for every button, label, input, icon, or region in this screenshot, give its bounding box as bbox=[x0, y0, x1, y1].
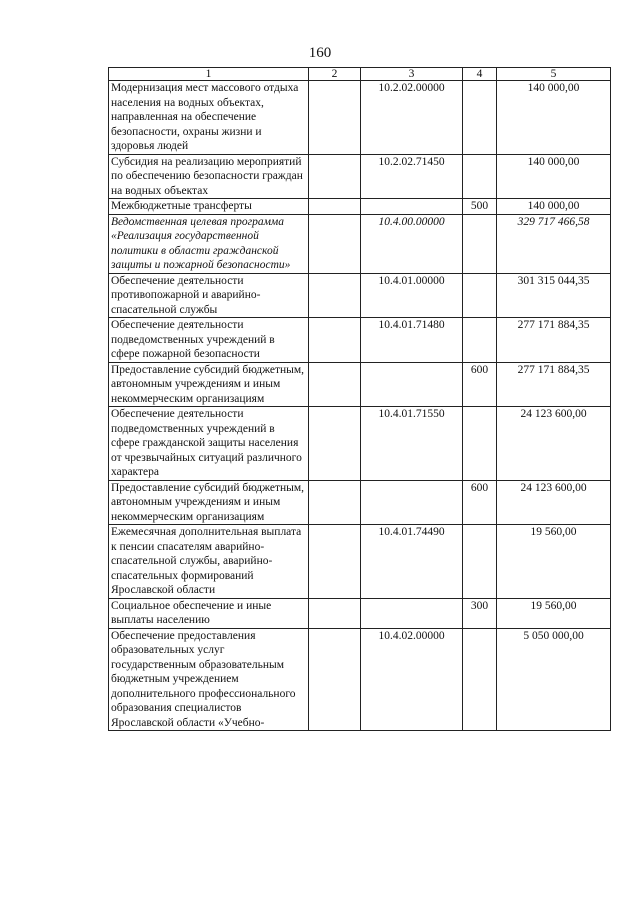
budget-table bbox=[108, 67, 611, 731]
type-cell bbox=[463, 81, 497, 155]
type-cell bbox=[463, 628, 497, 731]
table-row bbox=[109, 214, 611, 273]
blank-cell bbox=[309, 199, 361, 215]
page-number: 160 bbox=[308, 45, 332, 61]
blank-cell bbox=[309, 318, 361, 363]
blank-cell bbox=[309, 628, 361, 731]
code-cell: 10.4.01.74490 bbox=[361, 525, 463, 599]
name-cell: Обеспечение деятельности противопожарной и аварийно-спасательной службы bbox=[109, 273, 309, 318]
column-header: 1 bbox=[109, 68, 309, 81]
type-cell bbox=[463, 525, 497, 599]
name-cell: Предоставление субсидий бюджетным, автономным учреждениям и иным некоммерческим организациям bbox=[109, 362, 309, 407]
name-cell: Модернизация мест массового отдыха населения на водных объектах, направленная на обеспечение безопасности, охраны жизни и здоровья людей bbox=[109, 81, 309, 155]
amount-cell: 277 171 884,35 bbox=[497, 318, 611, 363]
amount-cell: 140 000,00 bbox=[497, 81, 611, 155]
amount-cell: 19 560,00 bbox=[497, 598, 611, 628]
blank-cell bbox=[309, 598, 361, 628]
blank-cell bbox=[309, 362, 361, 407]
type-cell bbox=[463, 154, 497, 199]
type-cell: 600 bbox=[463, 362, 497, 407]
code-cell: 10.4.01.71480 bbox=[361, 318, 463, 363]
amount-cell: 24 123 600,00 bbox=[497, 480, 611, 525]
code-cell: 10.4.01.71550 bbox=[361, 407, 463, 481]
amount-cell: 329 717 466,58 bbox=[497, 214, 611, 273]
name-cell: Ежемесячная дополнительная выплата к пенсии спасателям аварийно-спасательной службы, аварийно-спасательных формирований Ярославской области bbox=[109, 525, 309, 599]
table-row bbox=[109, 154, 611, 199]
table-row bbox=[109, 273, 611, 318]
code-cell: 10.2.02.00000 bbox=[361, 81, 463, 155]
table-header-row bbox=[109, 68, 611, 81]
blank-cell bbox=[309, 273, 361, 318]
code-cell: 10.4.02.00000 bbox=[361, 628, 463, 731]
blank-cell bbox=[309, 407, 361, 481]
name-cell: Межбюджетные трансферты bbox=[109, 199, 309, 215]
name-cell: Предоставление субсидий бюджетным, автономным учреждениям и иным некоммерческим организациям bbox=[109, 480, 309, 525]
code-cell: 10.2.02.71450 bbox=[361, 154, 463, 199]
type-cell: 600 bbox=[463, 480, 497, 525]
column-header: 4 bbox=[463, 68, 497, 81]
amount-cell: 24 123 600,00 bbox=[497, 407, 611, 481]
type-cell bbox=[463, 214, 497, 273]
blank-cell bbox=[309, 525, 361, 599]
blank-cell bbox=[309, 81, 361, 155]
type-cell: 300 bbox=[463, 598, 497, 628]
table-row bbox=[109, 362, 611, 407]
column-header: 5 bbox=[497, 68, 611, 81]
code-cell: 10.4.01.00000 bbox=[361, 273, 463, 318]
amount-cell: 140 000,00 bbox=[497, 154, 611, 199]
type-cell bbox=[463, 407, 497, 481]
amount-cell: 5 050 000,00 bbox=[497, 628, 611, 731]
table-row bbox=[109, 199, 611, 215]
amount-cell: 19 560,00 bbox=[497, 525, 611, 599]
type-cell: 500 bbox=[463, 199, 497, 215]
name-cell: Обеспечение предоставления образовательных услуг государственным образовательным бюджетным учреждением дополнительного профессионального образования специалистов Ярославской области «Учебно- bbox=[109, 628, 309, 731]
amount-cell: 140 000,00 bbox=[497, 199, 611, 215]
table-row bbox=[109, 628, 611, 731]
blank-cell bbox=[309, 214, 361, 273]
table-row bbox=[109, 525, 611, 599]
table-row bbox=[109, 598, 611, 628]
name-cell: Ведомственная целевая программа «Реализация государственной политики в области гражданской защиты и пожарной безопасности» bbox=[109, 214, 309, 273]
name-cell: Обеспечение деятельности подведомственных учреждений в сфере пожарной безопасности bbox=[109, 318, 309, 363]
code-cell bbox=[361, 598, 463, 628]
blank-cell bbox=[309, 480, 361, 525]
name-cell: Обеспечение деятельности подведомственных учреждений в сфере гражданской защиты населения от чрезвычайных ситуаций различного характера bbox=[109, 407, 309, 481]
amount-cell: 277 171 884,35 bbox=[497, 362, 611, 407]
table-row bbox=[109, 81, 611, 155]
table-row bbox=[109, 407, 611, 481]
table-body bbox=[109, 81, 611, 731]
name-cell: Субсидия на реализацию мероприятий по обеспечению безопасности граждан на водных объектах bbox=[109, 154, 309, 199]
amount-cell: 301 315 044,35 bbox=[497, 273, 611, 318]
name-cell: Социальное обеспечение и иные выплаты населению bbox=[109, 598, 309, 628]
column-header: 3 bbox=[361, 68, 463, 81]
blank-cell bbox=[309, 154, 361, 199]
table-row bbox=[109, 480, 611, 525]
type-cell bbox=[463, 318, 497, 363]
code-cell bbox=[361, 362, 463, 407]
column-header: 2 bbox=[309, 68, 361, 81]
type-cell bbox=[463, 273, 497, 318]
code-cell bbox=[361, 199, 463, 215]
table-row bbox=[109, 318, 611, 363]
code-cell bbox=[361, 480, 463, 525]
code-cell: 10.4.00.00000 bbox=[361, 214, 463, 273]
